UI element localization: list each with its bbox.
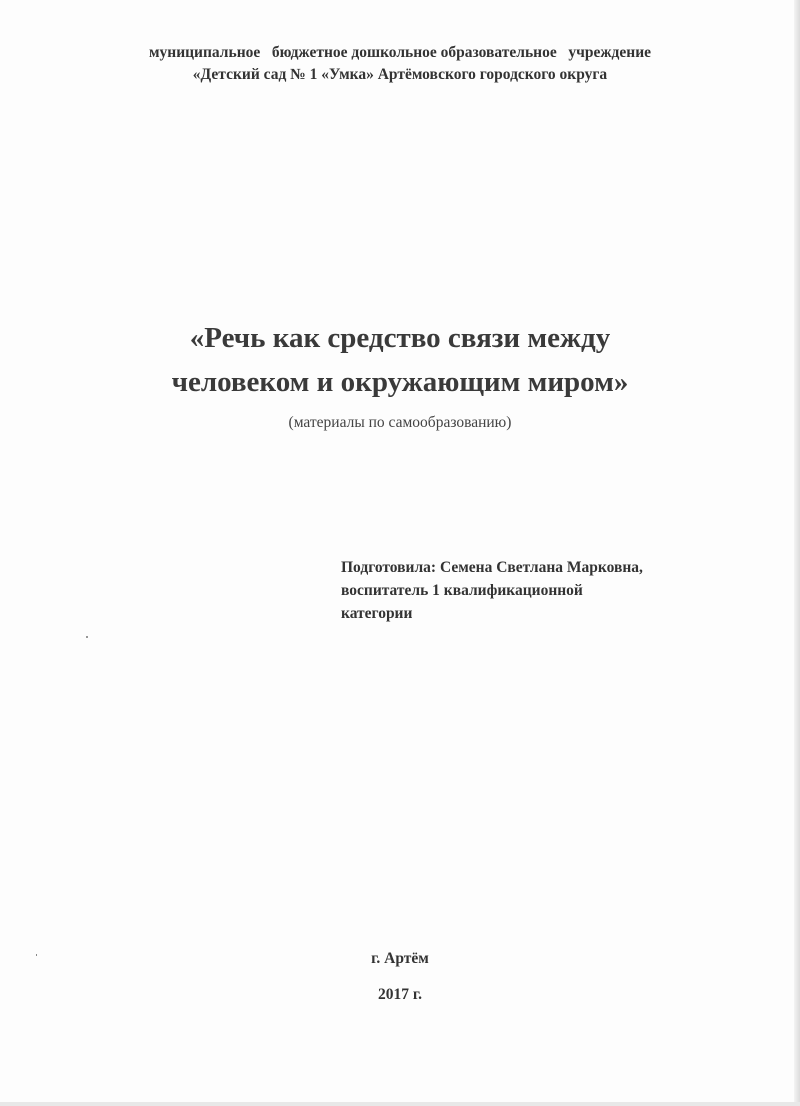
author-line-3: категории: [341, 605, 413, 622]
year-label: 2017 г.: [377, 986, 423, 1003]
scan-speck: [86, 636, 88, 638]
title-line-1: «Речь как средство связи между: [189, 322, 611, 354]
scan-edge-right: [794, 0, 800, 1106]
organization-line-1: муниципальное бюджетное дошкольное образовательное учреждение: [148, 44, 652, 61]
title-line-2: человеком и окружающим миром»: [171, 366, 629, 398]
document-title: [0, 316, 800, 404]
author-line-2: воспитатель 1 квалификационной: [341, 582, 583, 599]
author-block: [341, 556, 781, 625]
scan-speck: [36, 954, 37, 956]
city-label: г. Артём: [371, 950, 429, 967]
organization-line-2: «Детский сад № 1 «Умка» Артёмовского городского округа: [192, 66, 608, 83]
document-subtitle: (материалы по самообразованию): [288, 414, 512, 431]
scan-edge-bottom: [0, 1102, 800, 1106]
author-line-1: Подготовила: Семена Светлана Марковна,: [341, 559, 643, 576]
organization-header: [0, 42, 800, 86]
